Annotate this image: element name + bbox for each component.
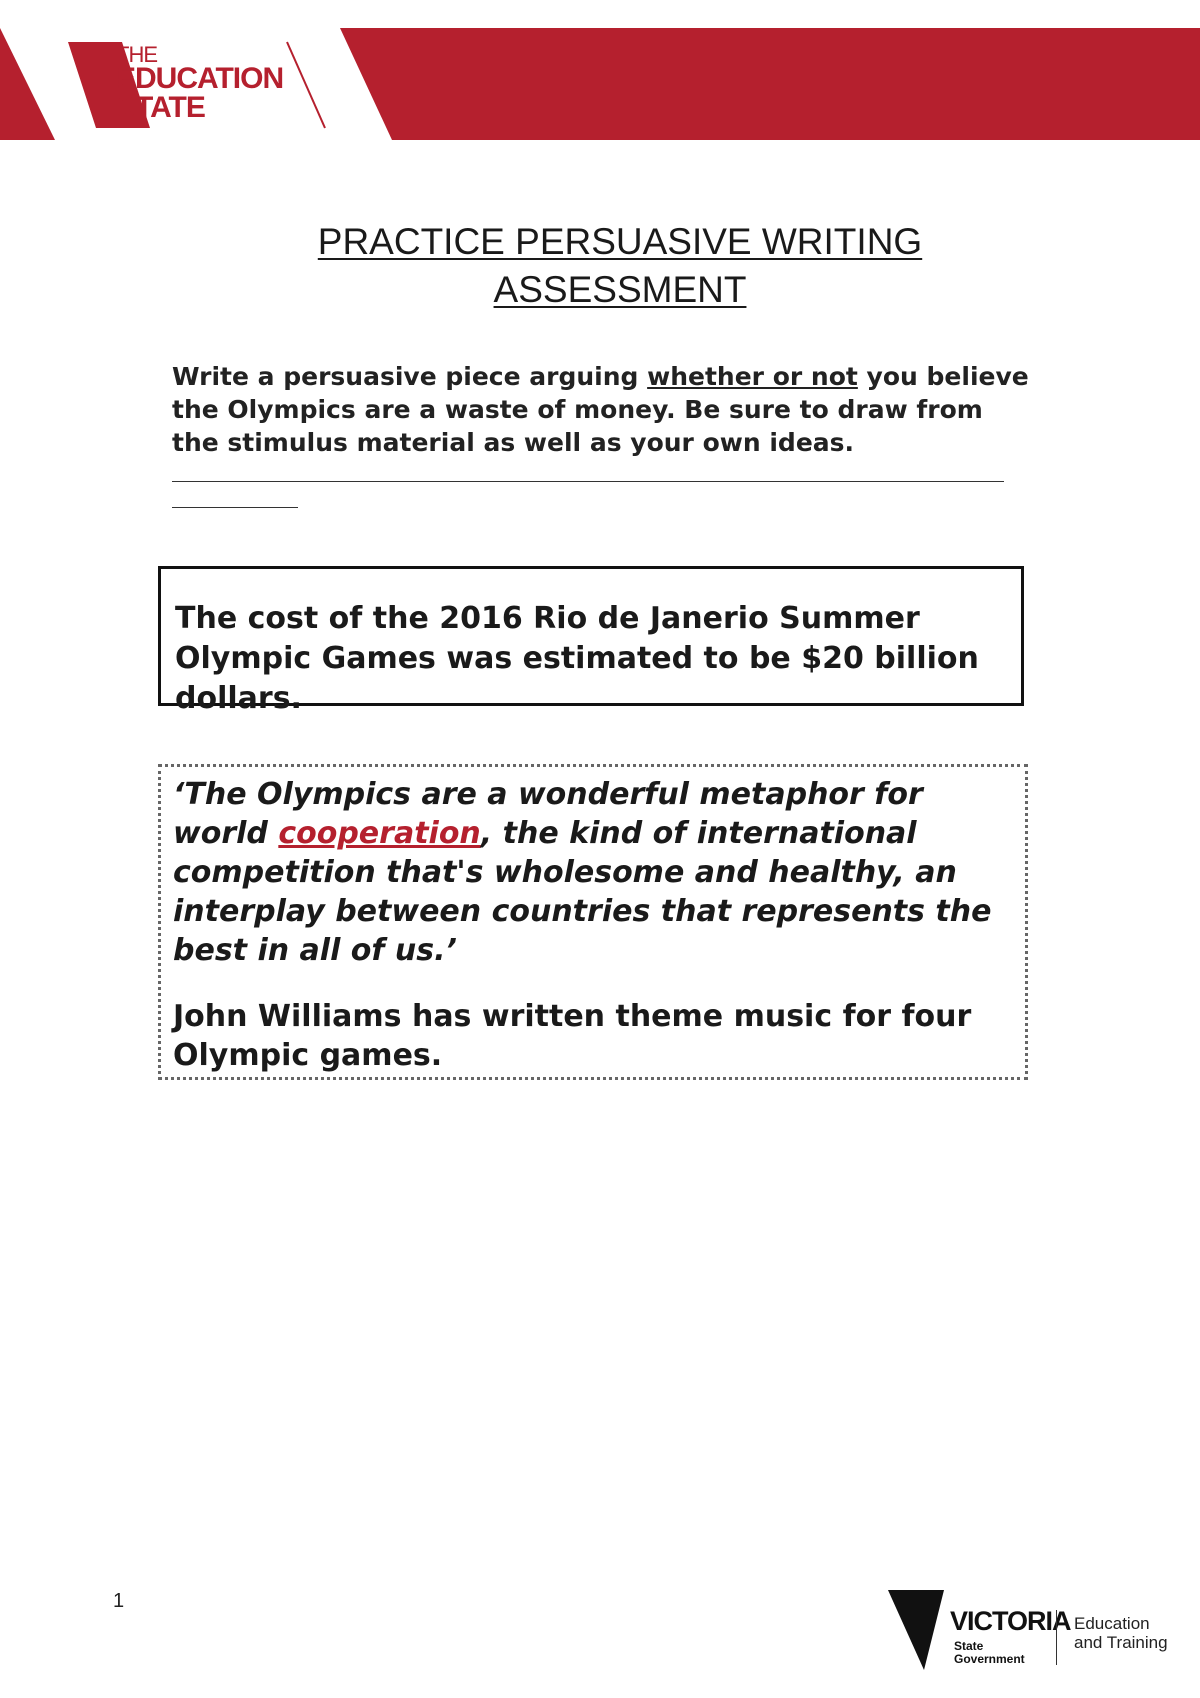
quote-note: John Williams has written theme music for four Olympic games. <box>173 999 972 1073</box>
quote-text <box>173 775 1023 970</box>
dept-line2: and Training <box>1074 1633 1168 1652</box>
logo-state: STATE <box>116 91 205 124</box>
quote-part2: , the kind of international competition that's wholesome and healthy, an interplay between countries that represents the best in all of us.’ <box>173 816 992 968</box>
victoria-wordmark: VICTORIA <box>950 1606 1071 1636</box>
answer-line <box>172 481 1004 482</box>
page-number: 1 <box>113 1590 125 1612</box>
logo-divider <box>1056 1610 1057 1665</box>
logo-education: EDUCATION <box>116 62 284 95</box>
state-government-label <box>954 1640 1025 1666</box>
department-label <box>1074 1614 1168 1652</box>
prompt-part1: Write a persuasive piece arguing <box>172 362 648 391</box>
dept-line1: Education <box>1074 1614 1150 1633</box>
state-label: State <box>954 1639 984 1653</box>
page-title: PRACTICE PERSUASIVE WRITING ASSESSMENT <box>317 221 923 310</box>
cost-stimulus-box <box>158 566 1024 716</box>
cooperation-link[interactable]: cooperation <box>278 816 481 851</box>
logo-the: THE <box>116 42 157 67</box>
quote-part1: ‘The Olympics are a wonderful metaphor for world <box>173 777 923 851</box>
cost-text: The cost of the 2016 Rio de Janerio Summer Olympic Games was estimated to be $20 billion dollars. <box>175 601 979 716</box>
answer-line-short <box>172 507 298 508</box>
quote-stimulus-box <box>158 764 1028 1080</box>
victoria-government-logo <box>886 1580 1176 1672</box>
header-banner <box>0 0 1200 145</box>
prompt-underlined: whether or not <box>647 362 858 391</box>
prompt-part2: you believe the Olympics are a waste of money. Be sure to draw from the stimulus material as well as your own ideas. <box>172 362 1029 457</box>
writing-prompt <box>172 360 1032 459</box>
government-label: Government <box>954 1652 1025 1666</box>
